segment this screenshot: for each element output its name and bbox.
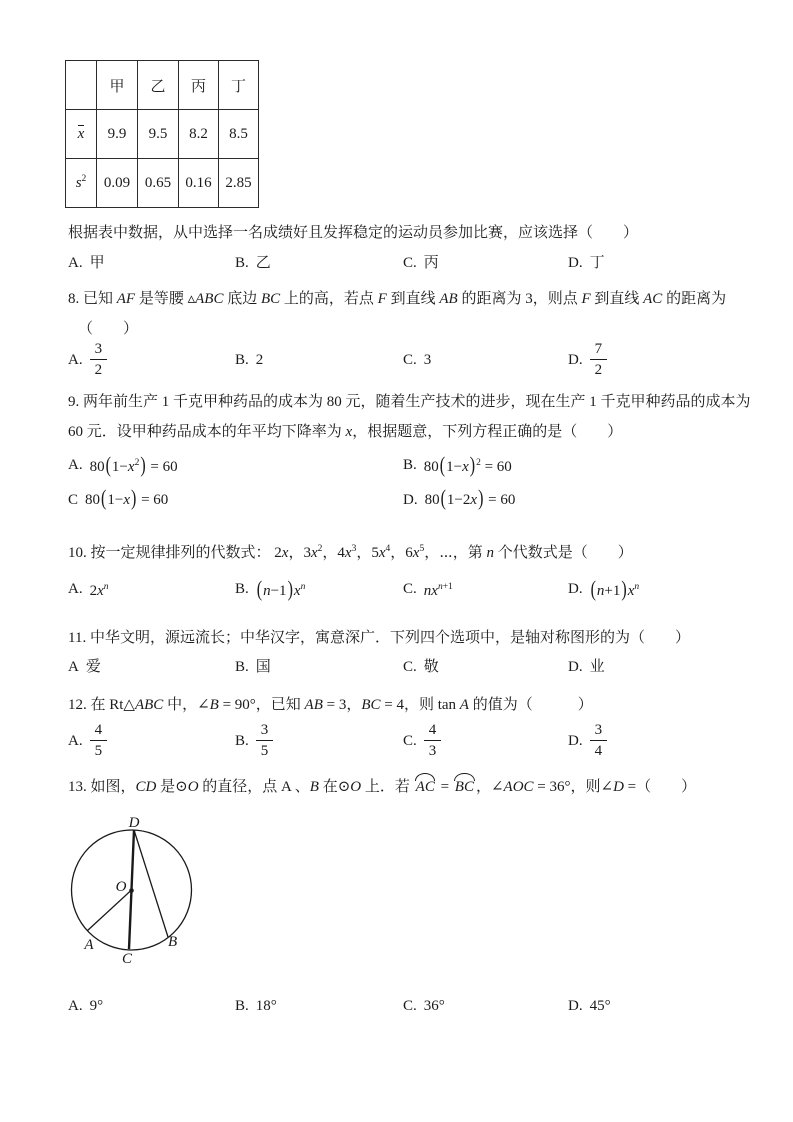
q13-options-c [403,995,568,1017]
radius-OA [87,890,132,931]
q12-options-c [403,721,568,760]
q9-stem-1: 9. 两年前生产 1 千克甲种药品的成本为 80 元，随着生产技术的进步，现在生产 1 千克甲种药品的成本为 [68,394,751,410]
option-content: 80(1−2x) = 60 [424,486,516,511]
option-label: B. [235,581,249,597]
fraction-denominator: 5 [94,743,103,759]
point-label-O: O [115,879,127,895]
q11-options-b [235,656,403,678]
option-label: C. [403,255,417,271]
fraction-numerator: 3 [90,340,108,360]
fraction-denominator: 2 [594,362,603,378]
option-label: A [68,659,79,675]
arc-over-text: AC [415,779,435,795]
option-content [256,721,274,760]
option-label: C. [403,732,417,749]
fraction-numerator: 4 [90,721,108,741]
q7-options-b [235,252,403,274]
option-label: C. [403,998,417,1014]
q13-options [68,995,753,1017]
q13-options-a [68,995,235,1017]
option-content: 业 [589,659,605,675]
q9-options-2 [68,486,753,511]
option-content: $(n-1)x^n$ [256,577,306,602]
option-label: B. [235,255,249,271]
q10-options-c [403,576,568,602]
fraction [256,721,274,760]
point-label-D: D [128,815,140,831]
option-label: B. [403,457,417,473]
option-content [90,721,108,760]
option-label: A. [68,351,83,368]
q9-options-1 [68,452,753,478]
option-content: $80(1-x^2) = 60$ [89,453,178,478]
q10-options [68,576,753,602]
chord-DB [134,830,168,937]
fraction [90,721,108,760]
point-label-A: A [84,937,94,953]
option-content: 敬 [423,659,439,675]
table-cell: 0.09 [97,159,138,208]
option-label: A. [68,732,83,749]
option-content: $(n+1)x^n$ [590,577,640,602]
center-dot [129,888,134,893]
table-cell: 9.9 [97,110,138,159]
table-cell: 8.2 [179,110,219,159]
option-label: A. [68,581,83,597]
q7-options-a [68,252,235,274]
fraction [590,721,608,760]
option-label: B. [235,998,249,1014]
table-cell: 8.5 [219,110,259,159]
q11-options-d [568,656,753,678]
table-cell: 2.85 [219,159,259,208]
option-label: D. [568,255,583,271]
q12-stem: 12. 在 Rt△ABC 中，∠B = 90°，已知 AB = 3，BC = 4，则 tan A 的值为（ ） [68,697,593,713]
point-label-B: B [168,934,178,950]
option-content: 45° [589,998,611,1014]
content [68,60,753,1017]
table-header-row [66,61,259,110]
table-header-cell [66,61,97,110]
arc-over-text: BC [454,779,474,795]
q9-options-1-b [403,452,753,478]
option-content [90,340,108,379]
q7-options-d [568,252,753,274]
fraction-numerator: 7 [590,340,608,360]
q8-stem: 8. 已知 AF 是等腰 ▵ABC 底边 BC 上的高，若点 F 到直线 AB 的距离为 3，则点 F 到直线 AC 的距离为 [68,291,727,307]
fraction [424,721,442,760]
option-content: 国 [255,659,271,675]
option-label: D. [568,581,583,597]
option-label: A. [68,457,83,473]
fraction-denominator: 4 [594,743,603,759]
q13-figure [60,811,753,991]
option-content: 丙 [423,255,439,271]
q11-options-a [68,656,235,678]
fraction-numerator: 3 [590,721,608,741]
table-header-cell: 甲 [97,61,138,110]
q13-options-d [568,995,753,1017]
table-header-cell: 乙 [138,61,179,110]
fraction-denominator: 5 [260,743,269,759]
table-cell: 0.65 [138,159,179,208]
q8-options [68,340,753,379]
option-content: 80(1−x) = 60 [85,486,169,511]
q11-options [68,656,753,678]
table-header-cell: 丁 [219,61,259,110]
q12-options [68,721,753,760]
q13-stem: 13. 如图，CD 是⊙O 的直径，点 A 、B 在⊙O 上．若 AC = BC ，∠AOC = 36°，则∠D =（ ） [68,779,697,795]
q9-options-1-a [68,452,403,478]
option-label: A. [68,255,83,271]
option-label: C. [403,581,417,597]
option-content: 爱 [85,659,101,675]
option-content: 9° [89,998,104,1014]
option-content: 丁 [589,255,605,271]
option-label: D. [568,659,583,675]
q11-stem: 11. 中华文明，源远流长；中华汉字，寓意深广．下列四个选项中，是轴对称图形的为（ ） [68,630,690,646]
option-label: B. [235,659,249,675]
q9-options-2-c [68,486,403,511]
fraction-denominator: 2 [94,362,103,378]
q9-stem-2: 60 元．设甲种药品成本的年平均下降率为 x，根据题意，下列方程正确的是（ ） [68,424,623,440]
q7-options [68,252,753,274]
fraction-numerator: 4 [424,721,442,741]
option-content: 3 [423,351,432,368]
option-content: 18° [255,998,277,1014]
q12-options-d [568,721,753,760]
q7-stem: 根据表中数据，从中选择一名成绩好且发挥稳定的运动员参加比赛，应该选择（ ） [68,225,639,241]
table-row [66,110,259,159]
option-label: B. [235,351,249,368]
option-content [590,340,608,379]
q10-options-a [68,576,235,602]
table-row-label: x [66,110,97,159]
option-label: D. [568,998,583,1014]
q10-options-b [235,576,403,602]
q8-options-a [68,340,235,379]
q8-options-d [568,340,753,379]
circle-diagram [60,811,270,986]
q11-options-c [403,656,568,678]
option-label: B. [235,732,249,749]
q8-options-c [403,340,568,379]
option-content: $nx^{n+1}$ [423,582,453,599]
option-label: C. [403,351,417,368]
option-label: D. [403,492,418,508]
option-label: C. [403,659,417,675]
q12-options-a [68,721,235,760]
table-cell: 0.16 [179,159,219,208]
option-content [424,721,442,760]
q7-options-c [403,252,568,274]
table-cell: 9.5 [138,110,179,159]
option-content: 2 [255,351,264,368]
q10-stem: 10. 按一定规律排列的代数式： 2x，$3x^2$，$4x^3$，$5x^4$，$6x^5$，⋯，第 n 个代数式是（ ） [68,544,633,561]
table-row [66,159,259,208]
q10-options-d [568,576,753,602]
option-label: C [68,492,79,508]
stats-table [65,60,259,208]
fraction-numerator: 3 [256,721,274,741]
option-content: $80(1-x)^2 = 60$ [423,453,512,478]
point-label-C: C [121,951,133,967]
fraction [590,340,608,379]
option-content: 甲 [89,255,105,271]
table-header-cell: 丙 [179,61,219,110]
q9-options-2-d [403,486,753,511]
option-content [590,721,608,760]
table-row-label: $s^2$ [66,159,97,208]
q8-paren: （ ） [78,321,139,337]
option-content: 36° [423,998,445,1014]
q13-options-b [235,995,403,1017]
q12-options-b [235,721,403,760]
option-label: A. [68,998,83,1014]
option-label: D. [568,732,583,749]
option-content: 乙 [255,255,271,271]
option-label: D. [568,351,583,368]
q8-options-b [235,340,403,379]
fraction-denominator: 3 [428,743,437,759]
fraction [90,340,108,379]
option-content: $2x^n$ [89,582,109,599]
